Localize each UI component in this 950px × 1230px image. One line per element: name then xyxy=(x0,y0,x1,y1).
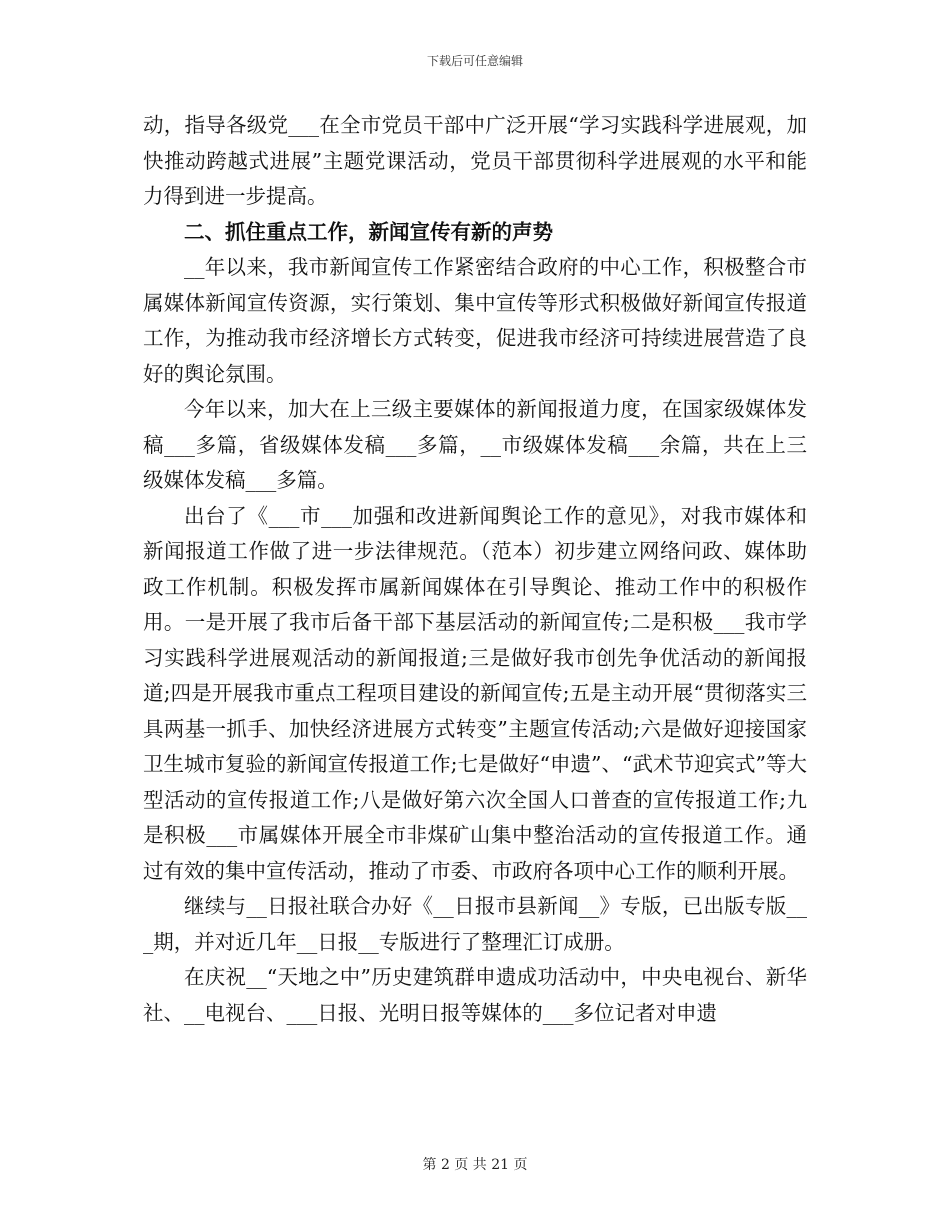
page-header-note: 下载后可任意编辑 xyxy=(426,54,523,68)
document-body xyxy=(143,108,807,1031)
paragraph-1: 动，指导各级党___在全市党员干部中广泛开展“学习实践科学进展观，加快推动跨越式进展”主题党课活动，党员干部贯彻科学进展观的水平和能力得到进一步提高。 xyxy=(143,113,807,208)
paragraph-2: __年以来，我市新闻宣传工作紧密结合政府的中心工作，积极整合市属媒体新闻宣传资源，实行策划、集中宣传等形式积极做好新闻宣传报道工作，为推动我市经济增长方式转变，促进我市经济可持续进展营造了良好的舆论氛围。 xyxy=(143,255,807,386)
section-heading: 二、抓住重点工作，新闻宣传有新的声势 xyxy=(184,219,553,244)
page-number: 第 2 页 共 21 页 xyxy=(422,1157,528,1173)
paragraph-6: 在庆祝__“天地之中”历史建筑群申遗成功活动中，中央电视台、新华社、__电视台、___日报、光明日报等媒体的___多位记者对申遗 xyxy=(143,965,807,1025)
paragraph-4: 出台了《___市___加强和改进新闻舆论工作的意见》，对我市媒体和新闻报道工作做了进一步法律规范。（范本）初步建立网络问政、媒体助政工作机制。积极发挥市属新闻媒体在引导舆论、推动工作中的积极作用。一是开展了我市后备干部下基层活动的新闻宣传;二是积极___我市学习实践科学进展观活动的新闻报道;三是做好我市创先争优活动的新闻报道;四是开展我市重点工程项目建设的新闻宣传;五是主动开展“贯彻落实三具两基一抓手、加快经济进展方式转变”主题宣传活动;六是做好迎接国家卫生城市复验的新闻宣传报道工作;七是做好“申遗”、“武术节迎宾式”等大型活动的宣传报道工作;八是做好第六次全国人口普查的宣传报道工作;九是积极___市属媒体开展全市非煤矿山集中整治活动的宣传报道工作。通过有效的集中宣传活动，推动了市委、市政府各项中心工作的顺利开展。 xyxy=(143,503,807,883)
paragraph-3: 今年以来，加大在上三级主要媒体的新闻报道力度，在国家级媒体发稿___多篇，省级媒体发稿___多篇，__市级媒体发稿___余篇，共在上三级媒体发稿___多篇。 xyxy=(143,397,807,492)
paragraph-5: 继续与__日报社联合办好《__日报市县新闻__》专版，已出版专版___期，并对近几年__日报__专版进行了整理汇订成册。 xyxy=(143,894,807,954)
